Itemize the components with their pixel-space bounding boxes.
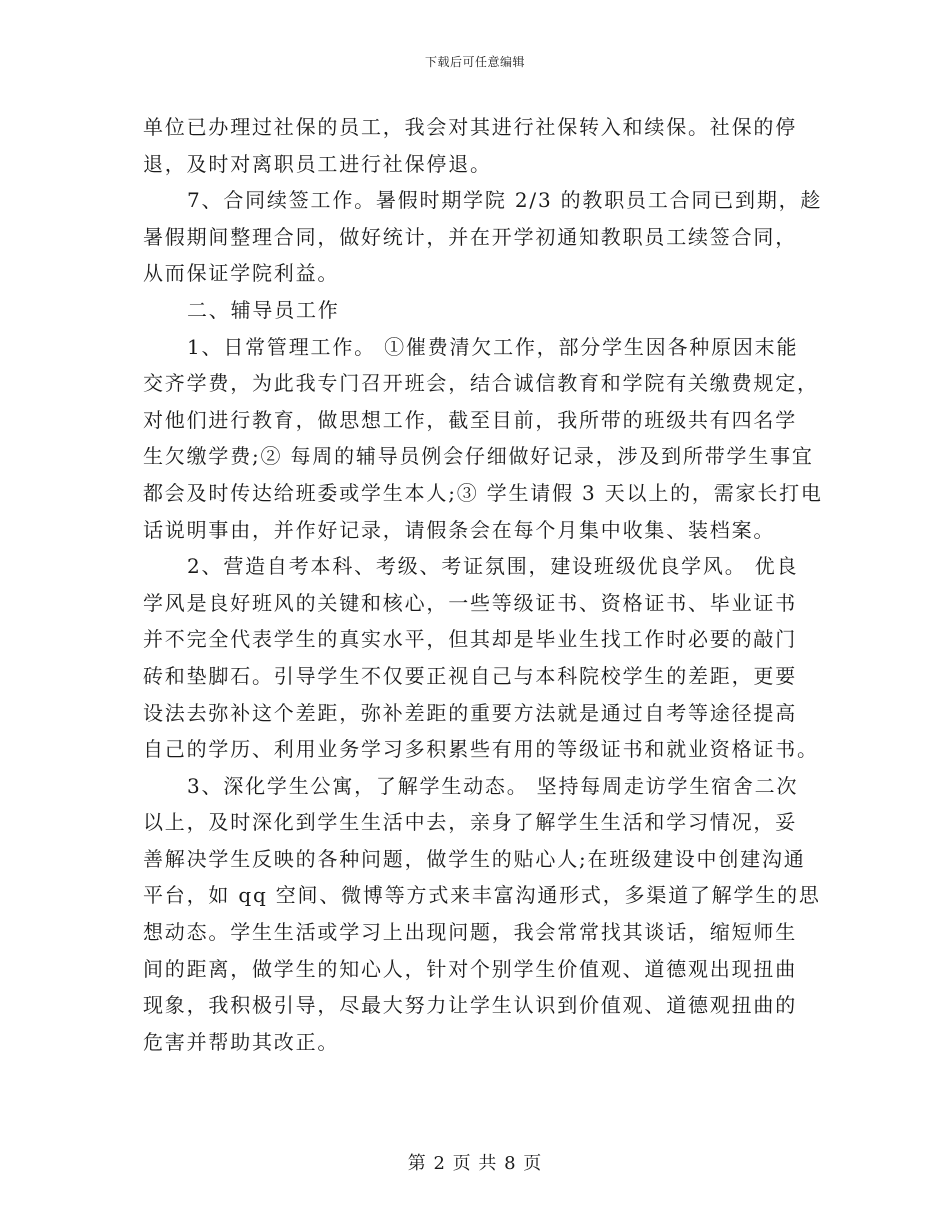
paragraph-line: 生欠缴学费;② 每周的辅导员例会仔细做好记录，涉及到所带学生事宜 (143, 444, 814, 469)
paragraph-line: 3、深化学生公寓，了解学生动态。 坚持每周走访学生宿舍二次 (187, 773, 799, 798)
paragraph (143, 109, 813, 182)
paragraph-line: 话说明事由，并作好记录，请假条会在每个月集中收集、装档案。 (143, 517, 776, 542)
section-heading-text: 二、辅导员工作 (187, 297, 340, 322)
paragraph-line: 想动态。学生生活或学习上出现问题，我会常常找其谈话，缩短师生 (143, 920, 797, 945)
paragraph-line: 都会及时传达给班委或学生本人;③ 学生请假 3 天以上的，需家长打电 (143, 480, 823, 505)
paragraph-line: 间的距离，做学生的知心人，针对个别学生价值观、道德观出现扭曲 (143, 956, 797, 981)
paragraph-line: 现象，我积极引导，尽最大努力让学生认识到价值观、道德观扭曲的 (143, 993, 797, 1018)
paragraph-line: 1、日常管理工作。 ①催费清欠工作，部分学生因各种原因末能 (187, 334, 799, 359)
paragraph-line: 自己的学历、利用业务学习多积累些有用的等级证书和就业资格证书。 (143, 737, 819, 762)
paragraph (143, 182, 823, 292)
paragraph-line: 退，及时对离职员工进行社保停退。 (143, 151, 492, 176)
paragraph-line: 设法去弥补这个差距，弥补差距的重要方法就是通过自考等途径提高 (143, 700, 797, 725)
paragraph-line: 2、营造自考本科、考级、考证氛围，建设班级优良学风。 优良 (187, 554, 799, 579)
paragraph-line: 平台，如 qq 空间、微博等方式来丰富沟通形式，多渠道了解学生的思 (143, 883, 821, 908)
paragraph-line: 学风是良好班风的关键和核心，一些等级证书、资格证书、毕业证书 (143, 590, 797, 615)
paragraph-line: 对他们进行教育，做思想工作，截至目前，我所带的班级共有四名学 (143, 407, 797, 432)
paragraph-line: 暑假期间整理合同，做好统计，并在开学初通知教职员工续签合同， (143, 224, 797, 249)
page-number-footer: 第 2 页 共 8 页 (407, 1153, 543, 1174)
paragraph-line: 从而保证学院利益。 (143, 261, 340, 286)
paragraph-line: 交齐学费，为此我专门召开班会，结合诚信教育和学院有关缴费规定， (143, 371, 819, 396)
section-heading (143, 292, 813, 329)
paragraph-line: 砖和垫脚石。引导学生不仅要正视自己与本科院校学生的差距，更要 (143, 663, 797, 688)
paragraph (143, 768, 821, 1061)
page-header-note: 下载后可任意编辑 (424, 55, 525, 69)
paragraph (143, 329, 823, 549)
paragraph (143, 548, 819, 768)
paragraph-line: 危害并帮助其改正。 (143, 1029, 340, 1054)
document-body (143, 109, 823, 1060)
paragraph-line: 以上，及时深化到学生生活中去，亲身了解学生生活和学习情况，妥 (143, 810, 797, 835)
paragraph-line: 并不完全代表学生的真实水平，但其却是毕业生找工作时必要的敲门 (143, 627, 797, 652)
paragraph-line: 善解决学生反映的各种问题，做学生的贴心人;在班级建设中创建沟通 (143, 846, 806, 871)
paragraph-line: 7、合同续签工作。暑假时期学院 2/3 的教职员工合同已到期，趁 (187, 188, 823, 213)
paragraph-line: 单位已办理过社保的员工，我会对其进行社保转入和续保。社保的停 (143, 115, 797, 139)
